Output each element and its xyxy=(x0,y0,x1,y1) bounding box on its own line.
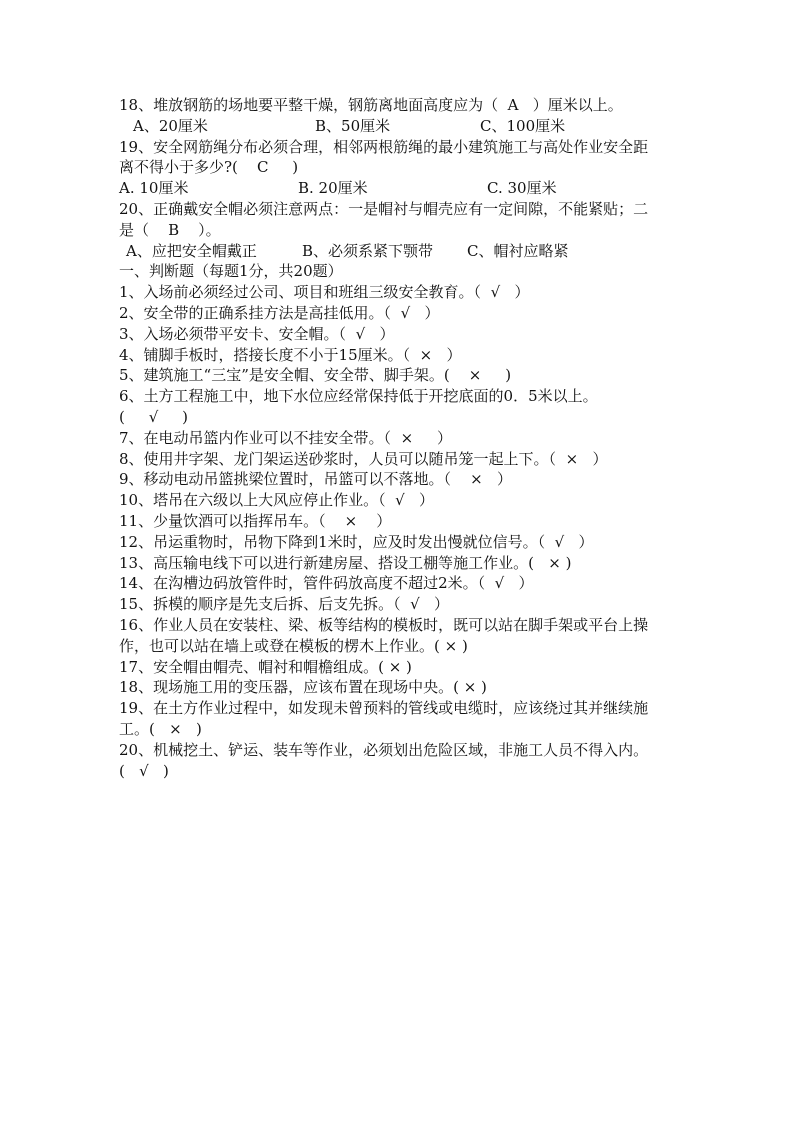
text-line: 20、机械挖土、铲运、装车等作业，必须划出危险区域，非施工人员不得入内。 xyxy=(119,740,649,759)
text-line: 1、入场前必须经过公司、项目和班组三级安全教育。（ √ ） xyxy=(119,283,530,302)
answer-option: B、必须系紧下颚带 xyxy=(302,241,434,260)
text-line: ( √ ) xyxy=(119,408,188,426)
text-line: 17、安全帽由帽壳、帽衬和帽檐组成。( × ) xyxy=(119,657,412,676)
text-line: 11、少量饮酒可以指挥吊车。（ × ） xyxy=(119,512,392,530)
text-line: 10、塔吊在六级以上大风应停止作业。（ √ ） xyxy=(119,491,434,510)
text-line: 工。( × ) xyxy=(119,720,202,738)
text-line: 12、吊运重物时，吊物下降到1米时，应及时发出慢就位信号。（ √ ） xyxy=(119,532,594,551)
text-line: 3、入场必须带平安卡、安全帽。（ √ ） xyxy=(119,324,395,343)
text-line: 离不得小于多少?( C ) xyxy=(119,158,299,177)
text-line: 19、在土方作业过程中，如发现未曾预料的管线或电缆时，应该绕过其并继续施 xyxy=(119,699,649,718)
answer-option: A. 10厘米 xyxy=(119,179,189,198)
text-line: 作，也可以站在墙上或登在模板的楞木上作业。( × ) xyxy=(119,636,468,655)
answer-option: B、50厘米 xyxy=(315,116,391,135)
text-line: 一、判断题（每题1分，共20题） xyxy=(119,262,343,281)
answer-option: A、20厘米 xyxy=(133,116,208,135)
text-line: 18、现场施工用的变压器，应该布置在现场中央。( × ) xyxy=(119,678,487,697)
answer-option: B. 20厘米 xyxy=(298,179,368,198)
text-line: 20、正确戴安全帽必须注意两点：一是帽衬与帽壳应有一定间隙，不能紧贴；二 xyxy=(119,200,649,218)
text-line: 6、土方工程施工中，地下水位应经常保持低于开挖底面的0．5米以上。 xyxy=(119,387,598,406)
text-line: 14、在沟槽边码放管件时，管件码放高度不超过2米。（ √ ） xyxy=(119,574,534,593)
text-line: 8、使用井字架、龙门架运送砂浆时，人员可以随吊笼一起上下。（ × ） xyxy=(119,449,608,468)
text-line: 13、高压输电线下可以进行新建房屋、搭设工棚等施工作业。( × ) xyxy=(119,553,572,572)
answer-option: A、应把安全帽戴正 xyxy=(126,241,257,260)
text-line: 18、堆放钢筋的场地要平整干燥，钢筋离地面高度应为（ A ）厘米以上。 xyxy=(119,96,623,114)
text-line: ( √ ) xyxy=(119,761,169,780)
answer-option: C、帽衬应略紧 xyxy=(467,241,569,260)
text-line: 4、铺脚手板时，搭接长度不小于15厘米。（ × ） xyxy=(119,345,462,364)
text-line: 15、拆模的顺序是先支后拆、后支先拆。（ √ ） xyxy=(119,595,449,614)
text-line: 9、移动电动吊篮挑梁位置时，吊篮可以不落地。（ × ） xyxy=(119,470,512,489)
text-line: 5、建筑施工“三宝”是安全帽、安全带、脚手架。( × ) xyxy=(119,366,512,385)
text-line: 是（ B ）。 xyxy=(119,220,221,239)
answer-option: C、100厘米 xyxy=(480,116,566,135)
text-line: 2、安全带的正确系挂方法是高挂低用。（ √ ） xyxy=(119,304,440,322)
text-line: 7、在电动吊篮内作业可以不挂安全带。（ × ） xyxy=(119,428,452,447)
text-line: 19、安全网筋绳分布必须合理，相邻两根筋绳的最小建筑施工与高处作业安全距 xyxy=(119,137,649,156)
text-line: 16、作业人员在安装柱、梁、板等结构的模板时，既可以站在脚手架或平台上操 xyxy=(119,616,649,634)
answer-option: C. 30厘米 xyxy=(487,179,557,198)
